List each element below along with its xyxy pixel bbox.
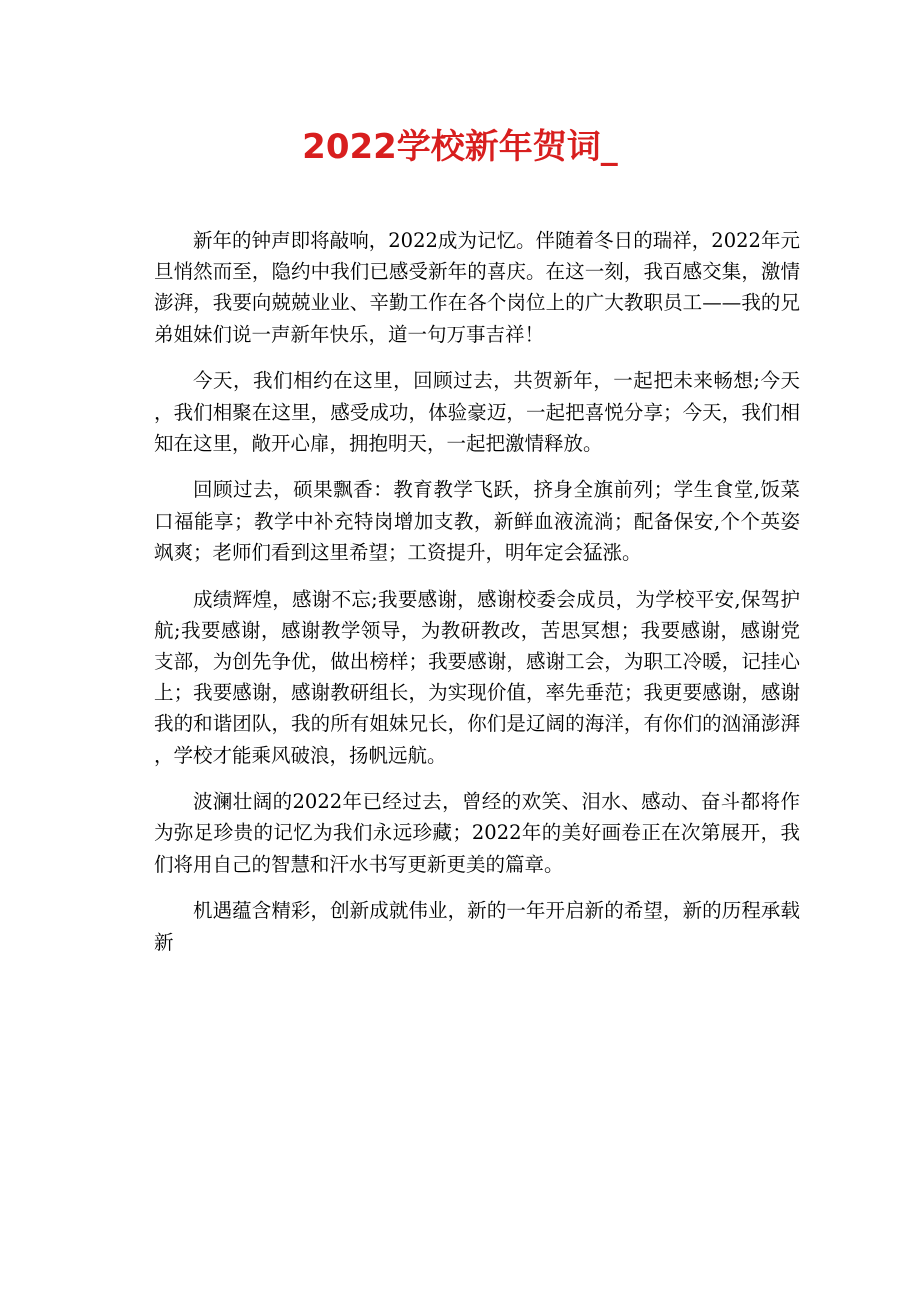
paragraph-6: 机遇蕴含精彩，创新成就伟业，新的一年开启新的希望，新的历程承载新 [154,899,800,954]
document-body [154,225,800,973]
paragraph-1: 新年的钟声即将敲响，2022成为记忆。伴随着冬日的瑞祥，2022年元旦悄然而至，隐约中我们已感受新年的喜庆。在这一刻，我百感交集，激情澎湃，我要向兢兢业业、辛勤工作在各个岗位上的广大教职员工——我的兄弟姐妹们说一声新年快乐，道一句万事吉祥！ [154,229,800,346]
document-title: 2022学校新年贺词_ [302,127,618,167]
paragraph-3: 回顾过去，硕果飘香：教育教学飞跃，挤身全旗前列；学生食堂,饭菜口福能享；教学中补充特岗增加支教，新鲜血液流淌；配备保安,个个英姿飒爽；老师们看到这里希望；工资提升，明年定会猛涨。 [154,478,800,564]
paragraph-2: 今天，我们相约在这里，回顾过去，共贺新年，一起把未来畅想;今天，我们相聚在这里，感受成功，体验豪迈，一起把喜悦分享；今天，我们相知在这里，敞开心扉，拥抱明天，一起把激情释放。 [154,369,800,455]
paragraph-5: 波澜壮阔的2022年已经过去，曾经的欢笑、泪水、感动、奋斗都将作为弥足珍贵的记忆为我们永远珍藏；2022年的美好画卷正在次第展开，我们将用自己的智慧和汗水书写更新更美的篇章。 [154,790,800,876]
paragraph-4: 成绩辉煌，感谢不忘;我要感谢，感谢校委会成员，为学校平安,保驾护航;我要感谢，感谢教学领导，为教研教改，苦思冥想；我要感谢，感谢党支部，为创先争优，做出榜样；我要感谢，感谢工会，为职工冷暖，记挂心上；我要感谢，感谢教研组长，为实现价值，率先垂范；我更要感谢，感谢我的和谐团队，我的所有姐妹兄长，你们是辽阔的海洋，有你们的汹涌澎湃，学校才能乘风破浪，扬帆远航。 [154,587,800,767]
